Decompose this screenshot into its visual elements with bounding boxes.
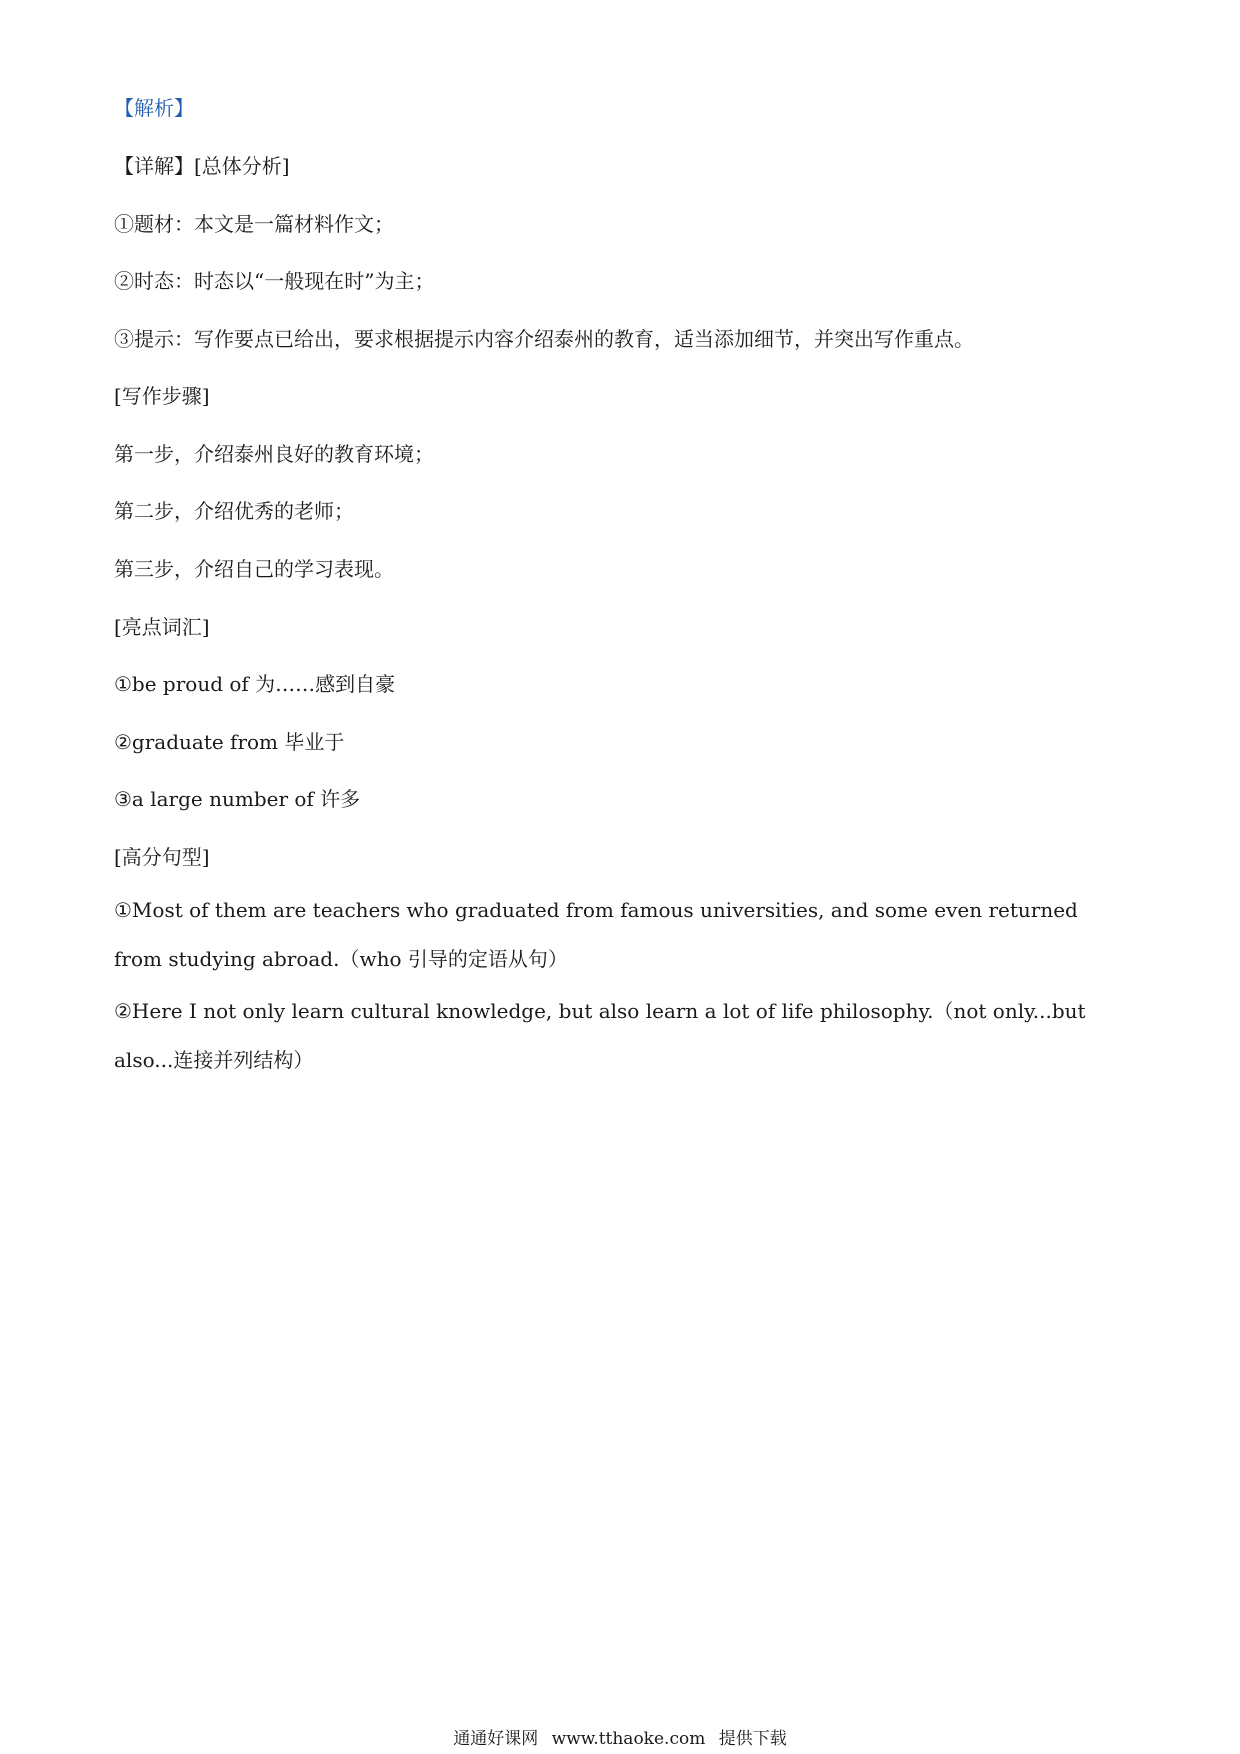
step-item: 第二步，介绍优秀的老师； bbox=[114, 499, 354, 523]
footer-site-name: 通通好课网 bbox=[453, 1729, 539, 1749]
analysis-item: ③提示：写作要点已给出，要求根据提示内容介绍泰州的教育，适当添加细节，并突出写作重点。 bbox=[114, 327, 974, 351]
step-item: 第一步，介绍泰州良好的教育环境； bbox=[114, 442, 434, 466]
analysis-item: ②时态：时态以“一般现在时”为主； bbox=[114, 269, 435, 293]
vocab-item: ①be proud of 为……感到自豪 bbox=[114, 672, 396, 696]
sentence-item: ①Most of them are teachers who graduated from famous universities, and some even returned from studying abroad.（who 引导的定语从句） bbox=[114, 898, 1078, 971]
sentences-heading: [高分句型] bbox=[114, 845, 210, 869]
analysis-item: ①题材：本文是一篇材料作文； bbox=[114, 212, 394, 236]
vocab-item: ②graduate from 毕业于 bbox=[114, 730, 345, 754]
footer-tagline: 提供下载 bbox=[718, 1729, 787, 1749]
step-item: 第三步，介绍自己的学习表现。 bbox=[114, 557, 394, 581]
sentence-item: ②Here I not only learn cultural knowledge, but also learn a lot of life philosophy.（not only...but also...连接并列结构） bbox=[114, 999, 1086, 1072]
vocab-heading: [亮点词汇] bbox=[114, 615, 210, 639]
page-footer bbox=[0, 1728, 1240, 1750]
steps-heading: [写作步骤] bbox=[114, 384, 210, 408]
section-title: 【解析】 bbox=[114, 96, 194, 120]
footer-url[interactable]: www.tthaoke.com bbox=[551, 1729, 706, 1749]
vocab-item: ③a large number of 许多 bbox=[114, 787, 361, 811]
detail-heading: 【详解】[总体分析] bbox=[114, 154, 290, 178]
